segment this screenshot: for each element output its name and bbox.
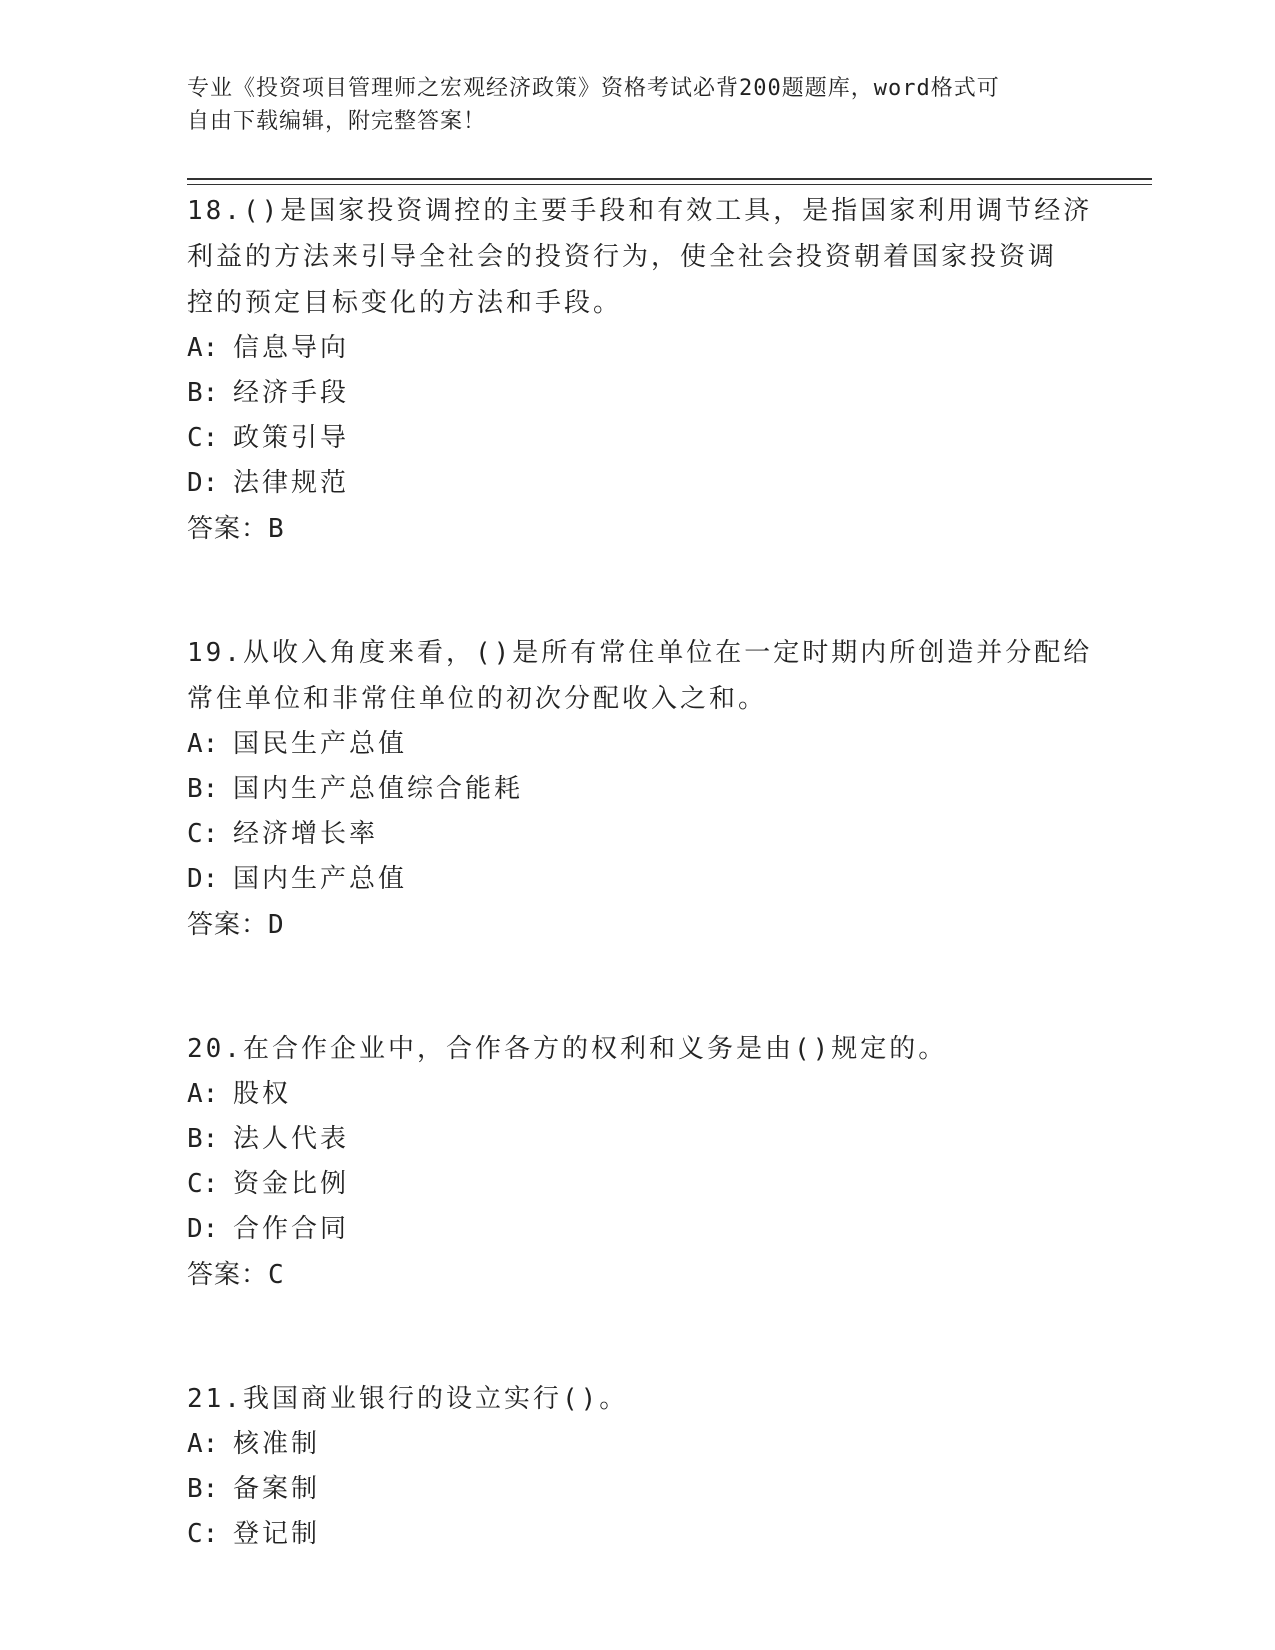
- option-text: 国内生产总值: [233, 864, 408, 894]
- option-text: 核准制: [233, 1429, 321, 1459]
- option-letter: C:: [187, 819, 219, 849]
- answer-value: B: [268, 514, 285, 544]
- answer-value: D: [268, 910, 285, 940]
- document-header: [187, 72, 1087, 138]
- option-text: 股权: [233, 1079, 292, 1109]
- option-letter: C:: [187, 1519, 219, 1549]
- question-list: [187, 188, 1147, 1557]
- option-letter: A:: [187, 333, 219, 363]
- option-text: 登记制: [233, 1519, 321, 1549]
- answer-line: [187, 902, 1147, 948]
- option-b: [187, 371, 1147, 416]
- question-21: [187, 1376, 1147, 1557]
- option-b: [187, 1467, 1147, 1512]
- option-text: 经济手段: [233, 378, 350, 408]
- answer-line: [187, 506, 1147, 552]
- header-divider-thin: [187, 184, 1152, 185]
- option-letter: C:: [187, 423, 219, 453]
- option-c: [187, 1512, 1147, 1557]
- option-d: [187, 1207, 1147, 1252]
- option-text: 法律规范: [233, 468, 350, 498]
- option-letter: B:: [187, 378, 219, 408]
- answer-label: 答案：: [187, 514, 269, 544]
- header-divider-thick: [187, 178, 1152, 180]
- question-stem: [187, 630, 1147, 722]
- option-letter: B:: [187, 1124, 219, 1154]
- answer-label: 答案：: [187, 910, 269, 940]
- option-letter: B:: [187, 1474, 219, 1504]
- header-line-1: 专业《投资项目管理师之宏观经济政策》资格考试必背200题题库，word格式可: [187, 76, 1000, 101]
- stem-line: 21.我国商业银行的设立实行()。: [187, 1384, 629, 1414]
- option-letter: C:: [187, 1169, 219, 1199]
- option-a: [187, 722, 1147, 767]
- question-stem: [187, 1376, 1147, 1422]
- option-text: 备案制: [233, 1474, 321, 1504]
- stem-line: 利益的方法来引导全社会的投资行为，使全社会投资朝着国家投资调: [187, 242, 1058, 272]
- answer-line: [187, 1252, 1147, 1298]
- option-b: [187, 1117, 1147, 1162]
- option-text: 国民生产总值: [233, 729, 408, 759]
- question-spacer: [187, 1298, 1147, 1376]
- stem-line: 18.()是国家投资调控的主要手段和有效工具，是指国家利用调节经济: [187, 196, 1093, 226]
- option-b: [187, 767, 1147, 812]
- question-18: [187, 188, 1147, 552]
- option-c: [187, 416, 1147, 461]
- option-a: [187, 1072, 1147, 1117]
- stem-line: 20.在合作企业中，合作各方的权利和义务是由()规定的。: [187, 1034, 948, 1064]
- answer-label: 答案：: [187, 1260, 269, 1290]
- option-text: 国内生产总值综合能耗: [233, 774, 524, 804]
- question-spacer: [187, 552, 1147, 630]
- header-line-2: 自由下载编辑，附完整答案！: [187, 109, 487, 134]
- option-letter: B:: [187, 774, 219, 804]
- question-20: [187, 1026, 1147, 1298]
- option-text: 资金比例: [233, 1169, 350, 1199]
- question-stem: [187, 1026, 1147, 1072]
- option-text: 法人代表: [233, 1124, 350, 1154]
- stem-line: 19.从收入角度来看，()是所有常住单位在一定时期内所创造并分配给: [187, 638, 1093, 668]
- option-a: [187, 1422, 1147, 1467]
- option-letter: A:: [187, 1429, 219, 1459]
- question-stem: [187, 188, 1147, 326]
- option-letter: D:: [187, 1214, 219, 1244]
- option-letter: D:: [187, 864, 219, 894]
- question-spacer: [187, 948, 1147, 1026]
- option-letter: D:: [187, 468, 219, 498]
- answer-value: C: [268, 1260, 285, 1290]
- option-text: 信息导向: [233, 333, 350, 363]
- option-letter: A:: [187, 1079, 219, 1109]
- option-c: [187, 812, 1147, 857]
- option-text: 政策引导: [233, 423, 350, 453]
- stem-line: 常住单位和非常住单位的初次分配收入之和。: [187, 684, 768, 714]
- option-c: [187, 1162, 1147, 1207]
- option-d: [187, 857, 1147, 902]
- option-text: 合作合同: [233, 1214, 350, 1244]
- option-letter: A:: [187, 729, 219, 759]
- option-text: 经济增长率: [233, 819, 379, 849]
- question-19: [187, 630, 1147, 948]
- stem-line: 控的预定目标变化的方法和手段。: [187, 288, 623, 318]
- option-d: [187, 461, 1147, 506]
- option-a: [187, 326, 1147, 371]
